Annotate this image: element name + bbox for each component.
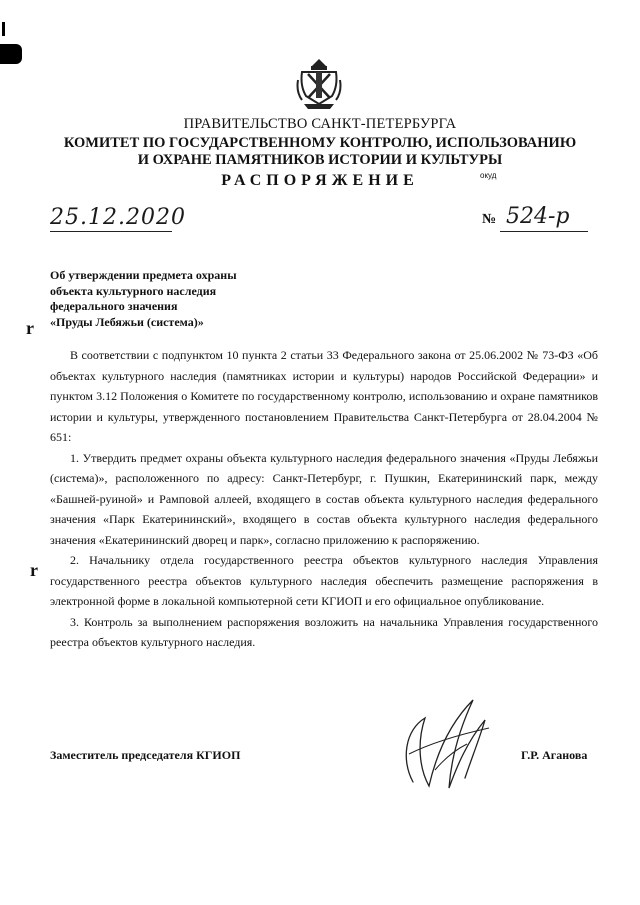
- item-paragraph: 2. Начальнику отдела государственного реестра объектов культурного наследия Управления государственного реестра объектов культурного наследия обеспечить размещение распоряжения в электронной форме в локальной компьютерной сети КГИОП и его официальное опубликование.: [50, 553, 598, 608]
- date-underline: [50, 231, 172, 232]
- document-type: РАСПОРЯЖЕНИЕ: [221, 172, 419, 189]
- subject-line: объекта культурного наследия: [50, 283, 217, 298]
- preamble-paragraph: В соответствии с подпунктом 10 пункта 2 статьи 33 Федерального закона от 25.06.2002 № 73-ФЗ «Об объектах культурного наследия (памятниках истории и культуры) народов Российской Федерации» и пунктом 3.12 Положения о Комитете по государственному контролю, использованию и охране памятников истории и культуры, утвержденного постановлением Правительства Санкт-Петербурга от 28.04.2004 № 651:: [50, 348, 598, 444]
- document-body: [50, 345, 598, 653]
- scan-artifact: [2, 22, 5, 36]
- item-paragraph: 3. Контроль за выполнением распоряжения возложить на начальника Управления государственного реестра объектов культурного наследия.: [50, 614, 598, 649]
- government-title: ПРАВИТЕЛЬСТВО САНКТ-ПЕТЕРБУРГА: [183, 116, 457, 132]
- subject-line: «Пруды Лебяжьи (система)»: [50, 314, 204, 329]
- number-label: №: [482, 212, 497, 227]
- document-subject: [50, 268, 237, 330]
- document-number: 524-р: [506, 204, 570, 229]
- subject-line: Об утверждении предмета охраны: [50, 268, 237, 282]
- committee-title-line1: КОМИТЕТ ПО ГОСУДАРСТВЕННОМУ КОНТРОЛЮ, ИСПОЛЬЗОВАНИЮ: [63, 135, 577, 151]
- committee-title: [0, 135, 640, 169]
- subject-line: федерального значения: [50, 299, 178, 313]
- handwritten-signature-icon: [395, 690, 500, 800]
- scan-artifact: [0, 44, 22, 64]
- document-date: 25.12.2020: [50, 205, 186, 230]
- margin-check-mark: r: [26, 318, 34, 338]
- coat-of-arms-icon: [296, 56, 342, 110]
- signer-name: Г.Р. Аганова: [521, 748, 588, 762]
- okud-label: окуд: [480, 171, 497, 180]
- margin-check-mark: r: [30, 560, 38, 580]
- committee-title-line2: И ОХРАНЕ ПАМЯТНИКОВ ИСТОРИИ И КУЛЬТУРЫ: [137, 152, 503, 168]
- number-underline: [500, 231, 588, 232]
- item-paragraph: 1. Утвердить предмет охраны объекта культурного наследия федерального значения «Пруды Лебяжьи (система)», расположенного по адресу: Санкт-Петербург, г. Пушкин, Екатерининский парк, между «Башней-руиной» и Рамповой аллеей, входящего в состав объекта культурного наследия федерального значения «Парк Екатерининский», входящего в состав объекта культурного наследия федерального значения «Екатерининский дворец и парк», согласно приложению к распоряжению.: [50, 450, 598, 547]
- signer-role: Заместитель председателя КГИОП: [50, 748, 241, 762]
